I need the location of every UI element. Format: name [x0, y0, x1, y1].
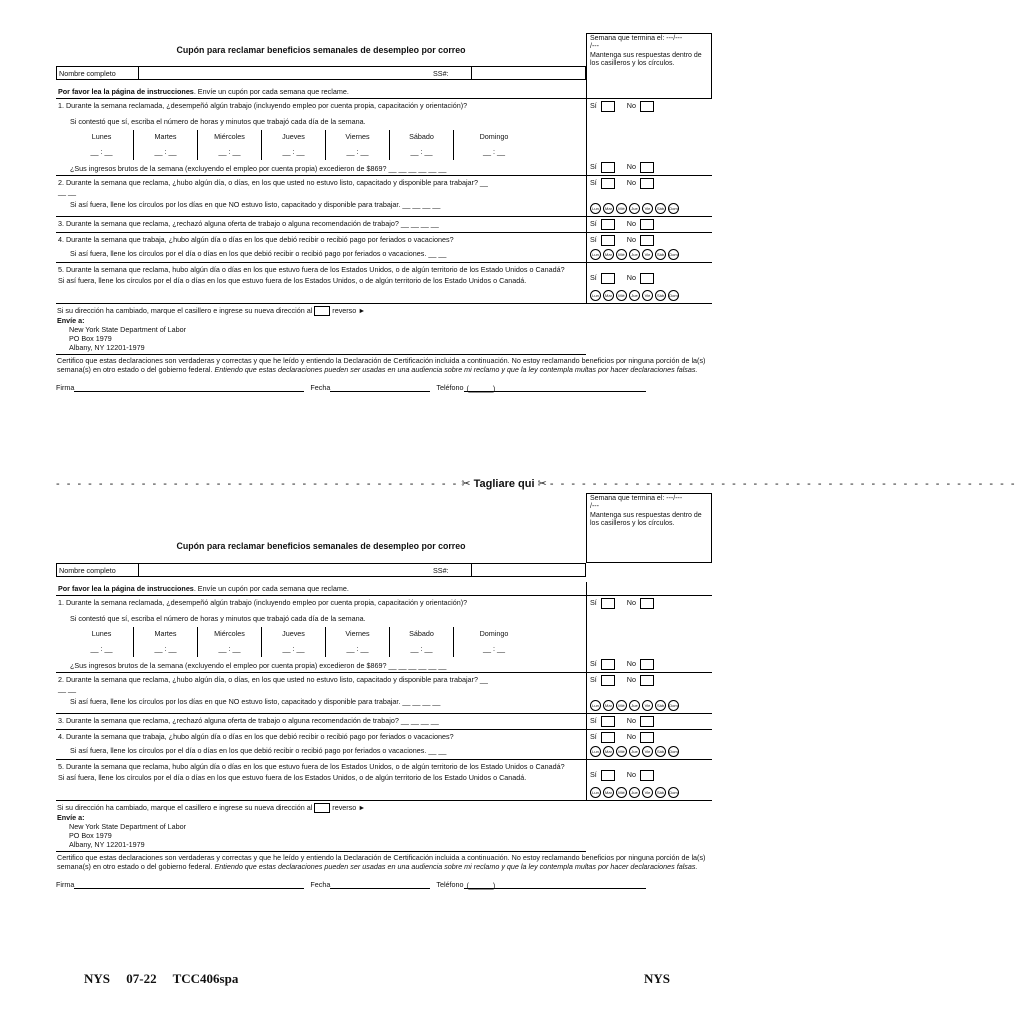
day-circle[interactable]: Lun	[590, 249, 601, 260]
day-sunday[interactable]	[454, 627, 534, 657]
day-circle[interactable]: Dom	[668, 203, 679, 214]
week-ending-label: Semana que termina el: ---/---	[590, 35, 683, 42]
yes-label: Sí	[590, 273, 597, 282]
day-monday[interactable]	[70, 130, 134, 160]
q1-text: 1. Durante la semana reclamada, ¿desempeñó algún trabajo (incluyendo empleo por cuenta propia, capacitación y orientación)?	[58, 598, 468, 607]
yes-checkbox[interactable]	[601, 101, 615, 112]
q1-row	[56, 99, 712, 175]
instructions-row	[56, 85, 712, 99]
no-checkbox[interactable]	[640, 273, 654, 284]
q4-yes-no	[590, 235, 709, 246]
q4-blank: __ __	[428, 249, 447, 258]
address-line-1: New York State Department of Labor	[69, 822, 187, 832]
name-row	[56, 563, 586, 577]
yes-label: Sí	[590, 101, 597, 110]
certification-text: Certifico que estas declaraciones son verdaderas y correctas y que he leído y entiendo la Declaración de Certificación incluida a continuación. No estoy reclamando beneficios por ninguna porción de la(s) semana(s) en otro estado o del gobierno federal.	[57, 853, 706, 872]
certification-italic: Entiendo que estas declaraciones pueden ser usadas en una audiencia sobre mi reclamo y que la ley contempla multas por hacer declaraciones falsas.	[214, 862, 698, 872]
day-label: Miércoles	[214, 629, 245, 638]
no-label: No	[626, 235, 636, 244]
day-thursday[interactable]	[262, 130, 326, 160]
coupon-bottom	[56, 493, 712, 951]
no-checkbox[interactable]	[640, 675, 654, 686]
day-circle[interactable]: Jue	[629, 290, 640, 301]
yes-checkbox[interactable]	[601, 716, 615, 727]
day-circle[interactable]: Lun	[590, 787, 601, 798]
q3-blank: __ __ __ __	[400, 716, 439, 725]
phone-field[interactable]: (______)	[464, 384, 646, 392]
coupon-title: Cupón para reclamar beneficios semanales de desempleo por correo	[176, 45, 466, 55]
cut-line: - - - - - - - - - - - - - - - - - - - - - - - - - - - - - - - - - - - - - - ✂ Tagliare qui ✂ - - - - - - - - - - - - - - - - - - - - - - - - - - - - - - - - - - - - - - - - - - - -	[56, 478, 1016, 490]
signature-label: Firma	[56, 383, 75, 393]
yes-label: Sí	[590, 716, 597, 725]
day-friday[interactable]	[326, 130, 390, 160]
time-blank: __ : __	[282, 147, 305, 156]
address-line-2: PO Box 1979	[69, 334, 112, 344]
time-blank: __ : __	[483, 644, 505, 653]
yes-checkbox[interactable]	[601, 598, 615, 609]
week-ending-box[interactable]	[586, 493, 712, 563]
q4-text: 4. Durante la semana que trabaja, ¿hubo algún día o días en los que debió recibir o recibió pago por feriados o vacaciones?	[58, 732, 454, 741]
ssn-label: SS#:	[433, 69, 449, 78]
q3-text: 3. Durante la semana que reclama, ¿rechazó alguna oferta de trabajo o alguna recomendación de trabajo?	[58, 219, 399, 228]
day-circle[interactable]: Mar	[603, 700, 614, 711]
name-label: Nombre completo	[57, 67, 139, 79]
coupon-body	[56, 582, 712, 889]
day-label: Lunes	[91, 132, 112, 141]
day-circle[interactable]: Mar	[603, 787, 614, 798]
reverso-text: reverso ►	[332, 306, 366, 315]
q2-sub: Si así fuera, llene los círculos por los días en que NO estuvo listo, capacitado y disponible para trabajar.	[70, 200, 401, 209]
week-ending-label-cont: /---	[590, 43, 599, 51]
yes-label: Sí	[590, 659, 597, 668]
date-label: Fecha	[310, 383, 331, 393]
q3-yes-no	[590, 219, 709, 230]
week-ending-label: Semana que termina el: ---/---	[590, 495, 683, 502]
day-label: Miércoles	[214, 132, 245, 141]
day-circle[interactable]: Sáb	[655, 290, 666, 301]
q5-day-circles	[590, 787, 709, 798]
address-change-text: Si su dirección ha cambiado, marque el casillero e ingrese su nueva dirección al	[57, 803, 313, 812]
q3-blank: __ __ __ __	[400, 219, 439, 228]
q1-sub: Si contestó que sí, escriba el número de horas y minutos que trabajó cada día de la semana.	[70, 614, 366, 623]
day-circle[interactable]: Vie	[642, 249, 653, 260]
day-circle[interactable]: Vie	[642, 700, 653, 711]
q2-yes-no	[590, 675, 709, 686]
yes-label: Sí	[590, 675, 597, 684]
send-label: Envíe a	[57, 813, 83, 823]
q5-day-circles	[590, 290, 709, 301]
day-label: Martes	[154, 629, 177, 638]
no-checkbox[interactable]	[640, 598, 654, 609]
time-blank: __ : __	[154, 147, 177, 156]
q4-sub: Si así fuera, llene los círculos por el día o días en los que debió recibir o recibió pago por feriados o vacaciones.	[70, 249, 427, 258]
day-circle[interactable]: Jue	[629, 746, 640, 757]
time-blank: __ : __	[346, 147, 369, 156]
q5-text: 5. Durante la semana que reclama, hubo algún día o días en los que estuvo fuera de los Estados Unidos, o de algún territorio de los Estado Unidos o Canadá?	[58, 762, 565, 771]
day-circle[interactable]: Lun	[590, 290, 601, 301]
no-label: No	[626, 659, 636, 668]
day-saturday[interactable]	[390, 130, 454, 160]
day-circle[interactable]: Sáb	[655, 787, 666, 798]
signature-label: Firma	[56, 880, 75, 890]
day-circle[interactable]: Mar	[603, 290, 614, 301]
week-ending-label-cont: /---	[590, 503, 599, 511]
no-label: No	[626, 675, 636, 684]
signature-field[interactable]	[74, 881, 304, 889]
q1-income: ¿Sus ingresos brutos de la semana (excluyendo el empleo por cuenta propia) excedieron de $869?	[70, 164, 387, 173]
ssn-field[interactable]	[471, 564, 585, 576]
day-label: Jueves	[282, 132, 305, 141]
day-circle[interactable]: Sáb	[655, 203, 666, 214]
day-circle[interactable]: Vie	[642, 787, 653, 798]
yes-label: Sí	[590, 178, 597, 187]
cut-text: Tagliare qui	[473, 478, 535, 490]
q3-yes-no	[590, 716, 709, 727]
day-friday[interactable]	[326, 627, 390, 657]
q4-blank: __ __	[428, 746, 447, 755]
day-label: Jueves	[282, 629, 305, 638]
day-circle[interactable]: Jue	[629, 787, 640, 798]
q2-blank: __ __ __ __	[402, 200, 441, 209]
no-checkbox[interactable]	[640, 219, 654, 230]
day-label: Viernes	[345, 629, 370, 638]
income-blank[interactable]: __ __ __ __ __ __	[388, 164, 447, 173]
day-circle[interactable]: Jue	[629, 700, 640, 711]
address-change-checkbox[interactable]	[314, 306, 330, 316]
day-circle[interactable]: Mar	[603, 746, 614, 757]
income-yes-no	[590, 162, 654, 173]
day-circle[interactable]: Dom	[668, 700, 679, 711]
no-label: No	[626, 598, 636, 607]
day-circle[interactable]: Mié	[616, 290, 627, 301]
days-grid	[70, 627, 570, 657]
day-tuesday[interactable]	[134, 130, 198, 160]
q2-cont: __ __	[58, 684, 76, 693]
day-circle[interactable]: Sáb	[655, 700, 666, 711]
time-blank: __ : __	[90, 644, 113, 653]
q4-yes-no	[590, 732, 709, 743]
q3-row	[56, 714, 712, 730]
day-label: Viernes	[345, 132, 370, 141]
time-blank: __ : __	[410, 147, 433, 156]
yes-checkbox[interactable]	[601, 178, 615, 189]
yes-checkbox[interactable]	[601, 273, 615, 284]
q2-text: 2. Durante la semana que reclama, ¿hubo algún día, o días, en los que usted no estuvo listo, capacitado y disponible para trabajar? __	[58, 178, 488, 187]
q2-day-circles	[590, 203, 709, 214]
signature-field[interactable]	[74, 384, 304, 392]
q2-text: 2. Durante la semana que reclama, ¿hubo algún día, o días, en los que usted no estuvo listo, capacitado y disponible para trabajar? __	[58, 675, 488, 684]
q5-row	[56, 263, 712, 304]
q2-blank: __ __ __ __	[402, 697, 441, 706]
day-circle[interactable]: Mié	[616, 249, 627, 260]
name-field[interactable]	[139, 67, 431, 79]
day-circle[interactable]: Dom	[668, 290, 679, 301]
time-blank: __ : __	[282, 644, 305, 653]
day-monday[interactable]	[70, 627, 134, 657]
no-label: No	[626, 219, 636, 228]
ssn-field[interactable]	[471, 67, 585, 79]
yes-checkbox[interactable]	[601, 770, 615, 781]
q5-yes-no	[590, 770, 709, 781]
day-circle[interactable]: Vie	[642, 203, 653, 214]
q5-text: 5. Durante la semana que reclama, hubo algún día o días en los que estuvo fuera de los Estados Unidos, o de algún territorio de los Estado Unidos o Canadá?	[58, 265, 565, 274]
answer-note: Mantenga sus respuestas dentro de los casilleros y los círculos.	[590, 511, 702, 528]
send-label: Envíe a	[57, 316, 83, 326]
instructions-row	[56, 582, 712, 596]
day-circle[interactable]: Lun	[590, 746, 601, 757]
yes-label: Sí	[590, 770, 597, 779]
day-label: Domingo	[479, 132, 509, 141]
phone-field[interactable]: (______)	[464, 881, 646, 889]
day-label: Sábado	[409, 132, 434, 141]
instructions-text: . Envíe un cupón por cada semana que reclame.	[193, 584, 349, 593]
day-circle[interactable]: Dom	[668, 787, 679, 798]
yes-checkbox[interactable]	[601, 675, 615, 686]
no-label: No	[626, 101, 636, 110]
yes-label: Sí	[590, 219, 597, 228]
instructions-text: . Envíe un cupón por cada semana que reclame.	[193, 87, 349, 96]
time-blank: __ : __	[218, 644, 241, 653]
day-thursday[interactable]	[262, 627, 326, 657]
q1-text: 1. Durante la semana reclamada, ¿desempeñó algún trabajo (incluyendo empleo por cuenta propia, capacitación y orientación)?	[58, 101, 468, 110]
yes-checkbox[interactable]	[601, 162, 615, 173]
time-blank: __ : __	[346, 644, 369, 653]
q2-row	[56, 672, 712, 714]
signature-row	[56, 880, 646, 889]
no-label: No	[626, 732, 636, 741]
no-label: No	[626, 162, 636, 171]
day-circle[interactable]: Jue	[629, 203, 640, 214]
answer-note: Mantenga sus respuestas dentro de los casilleros y los círculos.	[590, 51, 702, 68]
no-label: No	[626, 770, 636, 779]
address-line-3: Albany, NY 12201-1979	[69, 343, 145, 353]
day-circle[interactable]: Mié	[616, 746, 627, 757]
signature-row	[56, 383, 646, 392]
no-label: No	[626, 273, 636, 282]
certification-text: Certifico que estas declaraciones son verdaderas y correctas y que he leído y entiendo la Declaración de Certificación incluida a continuación. No estoy reclamando beneficios por ninguna porción de la(s) semana(s) en otro estado o del gobierno federal.	[57, 356, 706, 375]
q4-sub: Si así fuera, llene los círculos por el día o días en los que debió recibir o recibió pago por feriados o vacaciones.	[70, 746, 427, 755]
day-circle[interactable]: Mié	[616, 700, 627, 711]
no-checkbox[interactable]	[640, 101, 654, 112]
yes-label: Sí	[590, 598, 597, 607]
phone-label: Teléfono	[436, 880, 464, 890]
day-circle[interactable]: Mié	[616, 787, 627, 798]
q4-row	[56, 730, 712, 760]
income-blank[interactable]: __ __ __ __ __ __	[388, 661, 447, 670]
form-agency: NYS	[644, 971, 671, 986]
yes-label: Sí	[590, 732, 597, 741]
yes-label: Sí	[590, 235, 597, 244]
day-circle[interactable]: Lun	[590, 203, 601, 214]
day-circle[interactable]: Sáb	[655, 249, 666, 260]
day-tuesday[interactable]	[134, 627, 198, 657]
certification	[56, 852, 712, 872]
day-circle[interactable]: Dom	[668, 746, 679, 757]
day-wednesday[interactable]	[198, 130, 262, 160]
yes-checkbox[interactable]	[601, 219, 615, 230]
reverso-text: reverso ►	[332, 803, 366, 812]
day-saturday[interactable]	[390, 627, 454, 657]
date-field[interactable]	[330, 384, 430, 392]
day-label: Martes	[154, 132, 177, 141]
q1-yes-no	[590, 101, 709, 112]
day-label: Lunes	[91, 629, 112, 638]
name-label: Nombre completo	[57, 564, 139, 576]
day-circle[interactable]: Vie	[642, 746, 653, 757]
time-blank: __ : __	[483, 147, 505, 156]
address-section: Si su dirección ha cambiado, marque el casillero e ingrese su nueva dirección al reverso ► Envíe a: New York State Department of Labor PO Box 1979 Albany, NY 12201-1979	[56, 801, 586, 852]
day-circle[interactable]: Mar	[603, 249, 614, 260]
time-blank: __ : __	[218, 147, 241, 156]
address-line-1: New York State Department of Labor	[69, 325, 187, 335]
instructions-bold: Por favor lea la página de instrucciones	[58, 87, 194, 96]
q1-income: ¿Sus ingresos brutos de la semana (excluyendo el empleo por cuenta propia) excedieron de $869?	[70, 661, 387, 670]
time-blank: __ : __	[154, 644, 177, 653]
yes-label: Sí	[590, 162, 597, 171]
day-label: Sábado	[409, 629, 434, 638]
date-label: Fecha	[310, 880, 331, 890]
q2-row	[56, 175, 712, 217]
day-label: Domingo	[479, 629, 509, 638]
q1-sub: Si contestó que sí, escriba el número de horas y minutos que trabajó cada día de la semana.	[70, 117, 366, 126]
q2-cont: __ __	[58, 187, 76, 196]
name-field[interactable]	[139, 564, 431, 576]
q1-yes-no	[590, 598, 709, 609]
scissors-icon: ✂	[461, 478, 471, 490]
address-change-checkbox[interactable]	[314, 803, 330, 813]
day-circle[interactable]: Mar	[603, 203, 614, 214]
time-blank: __ : __	[410, 644, 433, 653]
day-circle[interactable]: Mié	[616, 203, 627, 214]
day-circle[interactable]: Jue	[629, 249, 640, 260]
q3-row	[56, 217, 712, 233]
no-label: No	[626, 716, 636, 725]
ssn-label: SS#:	[433, 566, 449, 575]
no-checkbox[interactable]	[640, 235, 654, 246]
address-section: Si su dirección ha cambiado, marque el casillero e ingrese su nueva dirección al reverso ► Envíe a: New York State Department of Labor PO Box 1979 Albany, NY 12201-1979	[56, 304, 586, 355]
q4-day-circles	[590, 746, 709, 757]
address-line-3: Albany, NY 12201-1979	[69, 840, 145, 850]
day-sunday[interactable]	[454, 130, 534, 160]
q5-sub: Si así fuera, llene los círculos por el día o días en los que estuvo fuera de los Estados Unidos, o de algún territorio de los Estado Unidos o Canadá.	[58, 773, 527, 782]
yes-checkbox[interactable]	[601, 732, 615, 743]
q2-day-circles	[590, 700, 709, 711]
no-checkbox[interactable]	[640, 732, 654, 743]
no-checkbox[interactable]	[640, 162, 654, 173]
q5-sub: Si así fuera, llene los círculos por el día o días en los que estuvo fuera de los Estados Unidos, o de algún territorio de los Estado Unidos o Canadá.	[58, 276, 527, 285]
no-label: No	[626, 178, 636, 187]
no-checkbox[interactable]	[640, 659, 654, 670]
day-wednesday[interactable]	[198, 627, 262, 657]
q5-yes-no	[590, 273, 709, 284]
day-circle[interactable]: Vie	[642, 290, 653, 301]
phone-label: Teléfono	[436, 383, 464, 393]
q1-row	[56, 596, 712, 672]
q2-yes-no	[590, 178, 709, 189]
days-grid	[70, 130, 570, 160]
q4-text: 4. Durante la semana que trabaja, ¿hubo algún día o días en los que debió recibir o recibió pago por feriados o vacaciones?	[58, 235, 454, 244]
coupon-body	[56, 85, 712, 392]
no-checkbox[interactable]	[640, 770, 654, 781]
coupon-top	[56, 33, 712, 453]
form-code: NYS 07-22 TCC406spa	[84, 971, 239, 986]
q3-text: 3. Durante la semana que reclama, ¿rechazó alguna oferta de trabajo o alguna recomendación de trabajo?	[58, 716, 399, 725]
yes-checkbox[interactable]	[601, 659, 615, 670]
certification	[56, 355, 712, 375]
day-circle[interactable]: Dom	[668, 249, 679, 260]
name-row	[56, 66, 586, 80]
no-checkbox[interactable]	[640, 178, 654, 189]
date-field[interactable]	[330, 881, 430, 889]
q5-row	[56, 760, 712, 801]
coupon-title: Cupón para reclamar beneficios semanales de desempleo por correo	[176, 541, 466, 551]
q4-day-circles	[590, 249, 709, 260]
time-blank: __ : __	[90, 147, 113, 156]
q4-row	[56, 233, 712, 263]
address-line-2: PO Box 1979	[69, 831, 112, 841]
no-checkbox[interactable]	[640, 716, 654, 727]
scissors-icon: ✂	[537, 478, 547, 490]
q2-sub: Si así fuera, llene los círculos por los días en que NO estuvo listo, capacitado y disponible para trabajar.	[70, 697, 401, 706]
income-yes-no	[590, 659, 654, 670]
yes-checkbox[interactable]	[601, 235, 615, 246]
instructions-bold: Por favor lea la página de instrucciones	[58, 584, 194, 593]
day-circle[interactable]: Sáb	[655, 746, 666, 757]
day-circle[interactable]: Lun	[590, 700, 601, 711]
address-change-text: Si su dirección ha cambiado, marque el casillero e ingrese su nueva dirección al	[57, 306, 313, 315]
certification-italic: Entiendo que estas declaraciones pueden ser usadas en una audiencia sobre mi reclamo y que la ley contempla multas por hacer declaraciones falsas.	[214, 365, 698, 375]
